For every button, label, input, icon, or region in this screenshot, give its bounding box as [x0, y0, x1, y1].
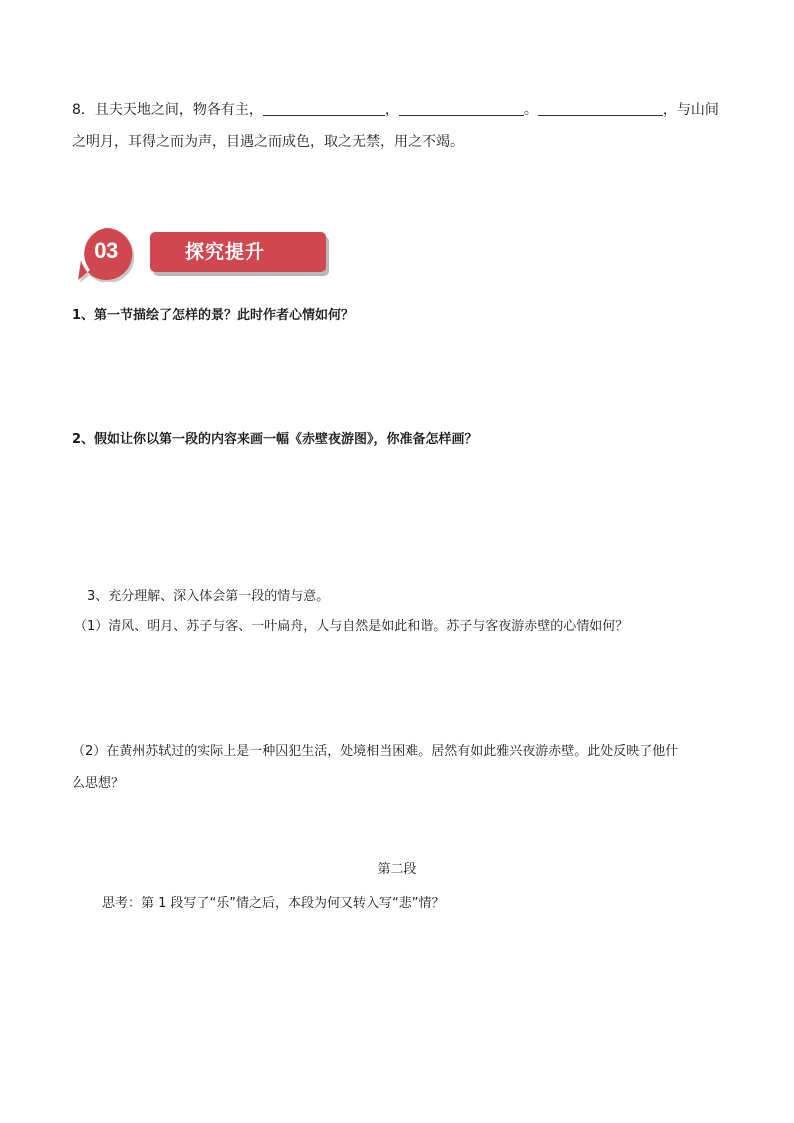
answer-blank-3[interactable] — [538, 101, 663, 116]
question-8-text-b: ，与山间 — [662, 102, 719, 118]
question-8-separator-2: 。 — [523, 102, 538, 118]
answer-blank-2[interactable] — [399, 101, 524, 116]
question-1: 1、第一节描绘了怎样的景？此时作者心情如何？ — [72, 308, 355, 323]
question-8-line-1 — [72, 100, 719, 120]
section-2-think-prompt: 思考：第 1 段写了“乐”情之后，本段为何又转入写“悲”情？ — [102, 896, 445, 911]
question-3: 3、充分理解、深入体会第一段的情与意。 — [87, 589, 330, 604]
section-header — [76, 224, 328, 284]
question-3-2-line-1: （2）在黄州苏轼过的实际上是一种囚犯生活，处境相当困难。居然有如此雅兴夜游赤壁。此处反映了他什 — [72, 744, 679, 759]
section-number: 03 — [94, 238, 118, 263]
section-title: 探究提升 — [184, 241, 265, 263]
section-2-title: 第二段 — [377, 862, 417, 877]
answer-blank-1[interactable] — [263, 101, 385, 116]
question-8-separator-1: ， — [384, 102, 399, 118]
question-2: 2、假如让你以第一段的内容来画一幅《赤壁夜游图》，你准备怎样画？ — [72, 432, 478, 447]
question-8-line-2: 之明月，耳得之而为声，目遇之而成色，取之无禁，用之不竭。 — [72, 134, 464, 150]
section-title-bar — [150, 232, 326, 272]
question-3-2-line-2: 么思想？ — [72, 776, 125, 791]
question-8-text-a: 8．且夫天地之间，物各有主， — [72, 102, 263, 118]
question-3-1: （1）清风、明月、苏子与客、一叶扁舟，人与自然是如此和谐。苏子与客夜游赤壁的心情如何？ — [74, 619, 629, 634]
